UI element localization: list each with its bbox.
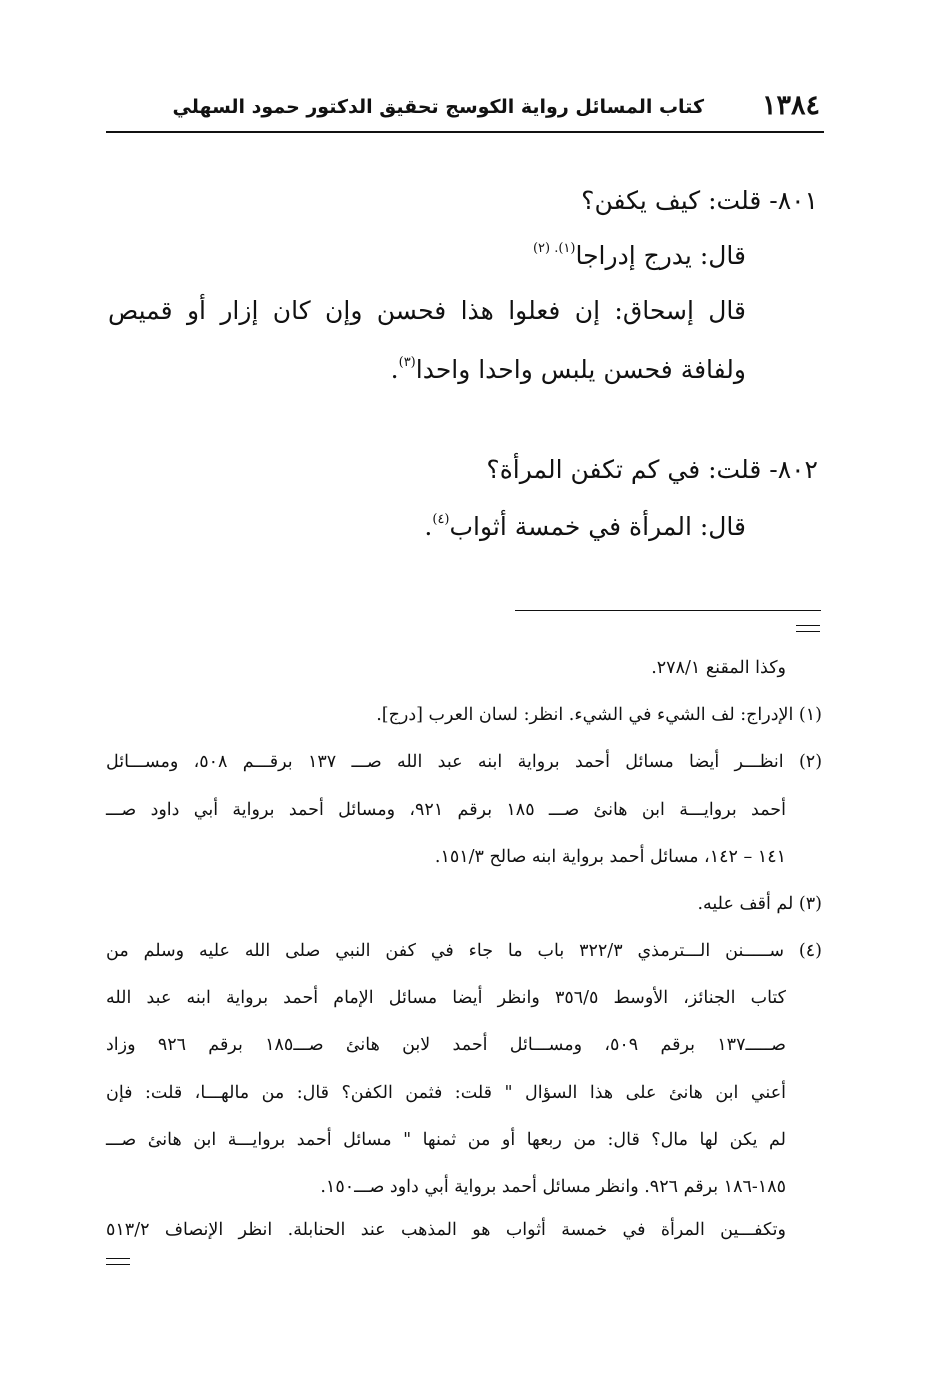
answer-802-text: قال: المرأة في خمسة أثواب xyxy=(449,512,746,541)
footnote-2-line-3: ١٤١ – ١٤٢، مسائل أحمد برواية ابنه صالح ١٥١/٣. xyxy=(434,847,786,867)
answer-801-text: قال: يدرج إدراجا xyxy=(575,241,746,270)
footnote-ref-4: (٤) xyxy=(432,512,450,527)
footnote-continued: وكذا المقنع ٢٧٨/١. xyxy=(651,658,786,678)
footnote-4-line-7: وتكفـــين المرأة في خمسة أثواب هو المذهب عند الحنابلة. انظر الإنصاف ٥١٣/٢ xyxy=(106,1220,786,1240)
page-number: ١٣٨٤ xyxy=(761,90,820,121)
footnote-4-line-5: لم يكن لها مال؟ قال: من ربعها أو من ثمنها " مسائل أحمد بروايـــة ابن هانئ صـــ xyxy=(106,1130,786,1150)
ishaq-801-line-2 xyxy=(391,356,746,382)
footnote-4-line-4: أعني ابن هانئ على هذا السؤال " قلت: فثمن الكفن؟ قال: من مالهـــا، قلت: فإن xyxy=(106,1083,786,1103)
ishaq-801-line-1: قال إسحاق: إن فعلوا هذا فحسن وإن كان إزار أو قميص xyxy=(108,296,746,325)
footnote-1: (١) الإدراج: لف الشيء في الشيء. انظر: لسان العرب [درج]. xyxy=(376,705,822,725)
footnote-4-line-2: كتاب الجنائز، الأوسط ٣٥٦/٥ وانظر أيضا مسائل الإمام أحمد برواية ابنه عبد الله xyxy=(106,988,787,1008)
answer-802 xyxy=(424,513,746,539)
header-title: كتاب المسائل رواية الكوسج تحقيق الدكتور حمود السهلي xyxy=(172,96,704,118)
footnote-ref-3: (٣) xyxy=(398,355,416,370)
question-802: ٨٠٢- قلت: في كم تكفن المرأة؟ xyxy=(486,455,818,484)
footnote-2-line-1: (٢) انظـــر أيضا مسائل أحمد برواية ابنه عبد الله صـــ ١٣٧ برقـــم ٥٠٨، ومســـائل xyxy=(106,752,823,772)
question-801: ٨٠١- قلت: كيف يكفن؟ xyxy=(581,186,818,215)
continuation-mark-bottom xyxy=(106,1258,130,1265)
footnote-4-line-1: (٤) ســـــنن الـــترمذي ٣٢٢/٣ باب ما جاء في كفن النبي صلى الله عليه وسلم من xyxy=(106,941,822,961)
answer-801 xyxy=(533,242,746,268)
running-header xyxy=(108,88,822,130)
footnote-3: (٣) لم أقف عليه. xyxy=(697,894,822,914)
footnote-2-line-2: أحمد بروايـــة ابن هانئ صـــ ١٨٥ برقم ٩٢١، ومسائل أحمد برواية أبي داود صـــ xyxy=(106,800,786,820)
footnote-4-line-6: ١٨٥-١٨٦ برقم ٩٢٦. وانظر مسائل أحمد برواية أبي داود صـــ١٥٠. xyxy=(320,1177,786,1197)
footnote-ref-1-2: (١). (٢) xyxy=(532,241,576,256)
ishaq-801-line-2-text: ولفافة فحسن يلبس واحدا واحدا xyxy=(415,355,746,384)
footnote-separator xyxy=(515,610,821,611)
continuation-mark-top xyxy=(796,625,820,632)
footnote-4-line-3: صـــــ١٣٧ برقم ٥٠٩، ومســـائل أحمد لابن هانئ صـــ١٨٥ برقم ٩٢٦ وزاد xyxy=(106,1035,786,1055)
answer-802-end: . xyxy=(424,512,433,541)
header-rule xyxy=(106,131,824,133)
ishaq-801-end: . xyxy=(390,355,399,384)
